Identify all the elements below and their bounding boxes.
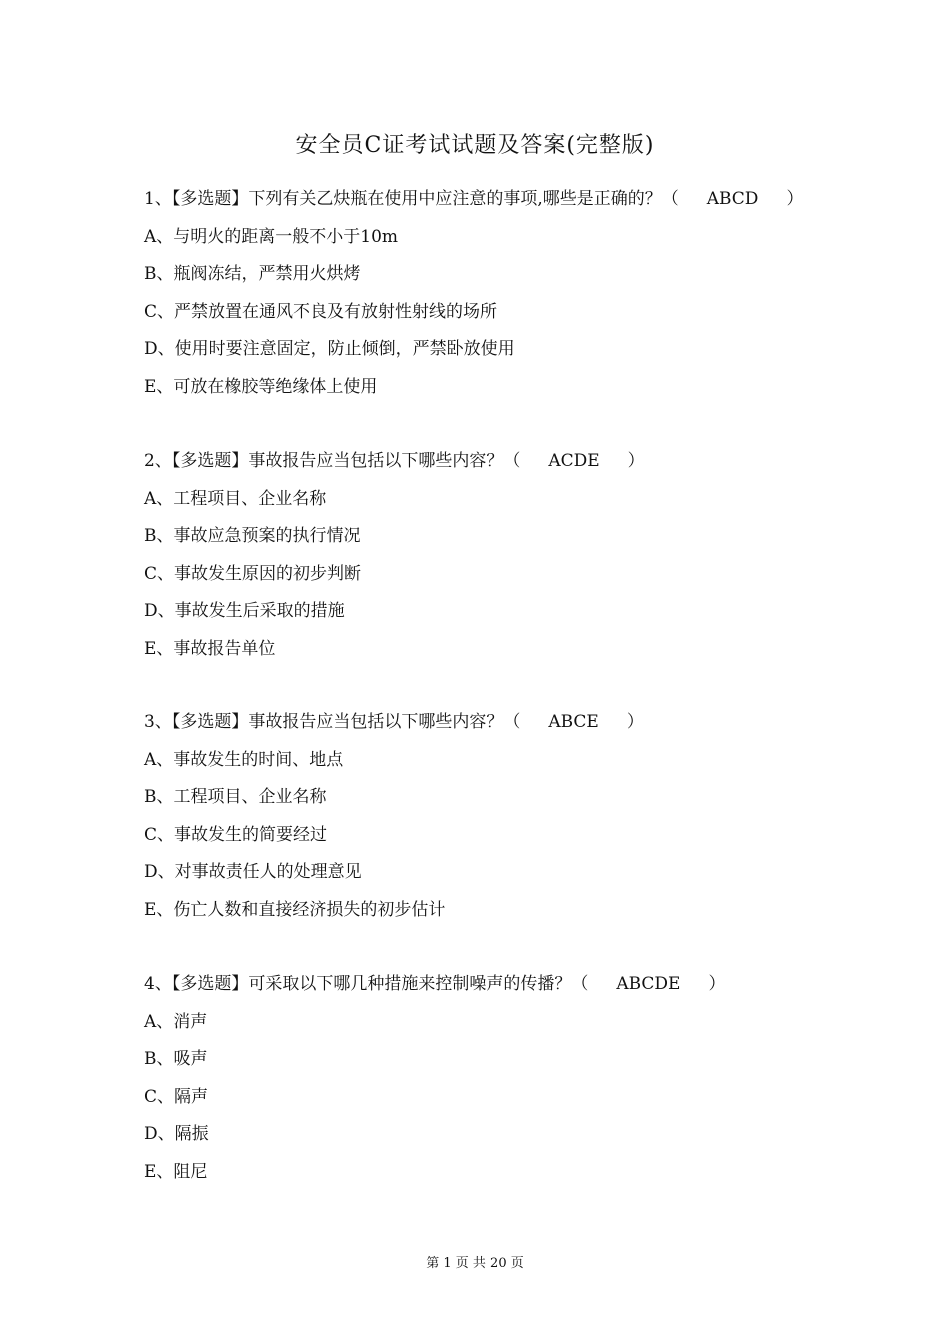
question-1 <box>144 187 844 412</box>
option-b: B、事故应急预案的执行情况 <box>144 526 361 546</box>
option-c: C、严禁放置在通风不良及有放射性射线的场所 <box>144 301 498 322</box>
option-b: B、吸声 <box>144 1049 208 1069</box>
option-d: D、事故发生后采取的措施 <box>144 601 345 621</box>
option-c: C、事故发生的简要经过 <box>144 824 328 845</box>
option-a: A、消声 <box>144 1011 208 1032</box>
answer-key: ABCD <box>706 189 759 209</box>
page-number-footer: 第 1 页 共 20 页 <box>426 1256 524 1271</box>
option-e: E、可放在橡胶等绝缘体上使用 <box>144 376 378 397</box>
page-title: 安全员C证考试试题及答案(完整版) <box>295 133 655 158</box>
option-c: C、事故发生原因的初步判断 <box>144 563 362 584</box>
option-a: A、事故发生的时间、地点 <box>144 749 344 770</box>
question-stem: 2、【多选题】事故报告应当包括以下哪些内容？（ ACDE ） <box>144 451 645 471</box>
answer-key: ABCE <box>548 712 599 732</box>
question-3 <box>144 710 844 935</box>
answer-key: ACDE <box>548 451 600 471</box>
question-stem: 4、【多选题】可采取以下哪几种措施来控制噪声的传播？（ ABCDE ） <box>144 974 726 994</box>
option-b: B、瓶阀冻结，严禁用火烘烤 <box>144 264 361 284</box>
option-d: D、对事故责任人的处理意见 <box>144 862 362 882</box>
option-c: C、隔声 <box>144 1086 209 1107</box>
option-a: A、与明火的距离一般不小于10m <box>144 226 399 247</box>
answer-key: ABCDE <box>616 974 681 994</box>
option-e: E、事故报告单位 <box>144 638 276 659</box>
option-e: E、伤亡人数和直接经济损失的初步估计 <box>144 899 446 920</box>
question-stem: 1、【多选题】下列有关乙炔瓶在使用中应注意的事项,哪些是正确的？（ ABCD ） <box>144 189 804 209</box>
option-d: D、隔振 <box>144 1124 209 1144</box>
option-b: B、工程项目、企业名称 <box>144 787 327 807</box>
question-2 <box>144 449 844 674</box>
question-4 <box>144 972 844 1197</box>
option-a: A、工程项目、企业名称 <box>144 488 327 509</box>
option-d: D、使用时要注意固定，防止倾倒，严禁卧放使用 <box>144 339 515 359</box>
option-e: E、阻尼 <box>144 1161 208 1182</box>
question-stem: 3、【多选题】事故报告应当包括以下哪些内容？（ ABCE ） <box>144 712 644 732</box>
